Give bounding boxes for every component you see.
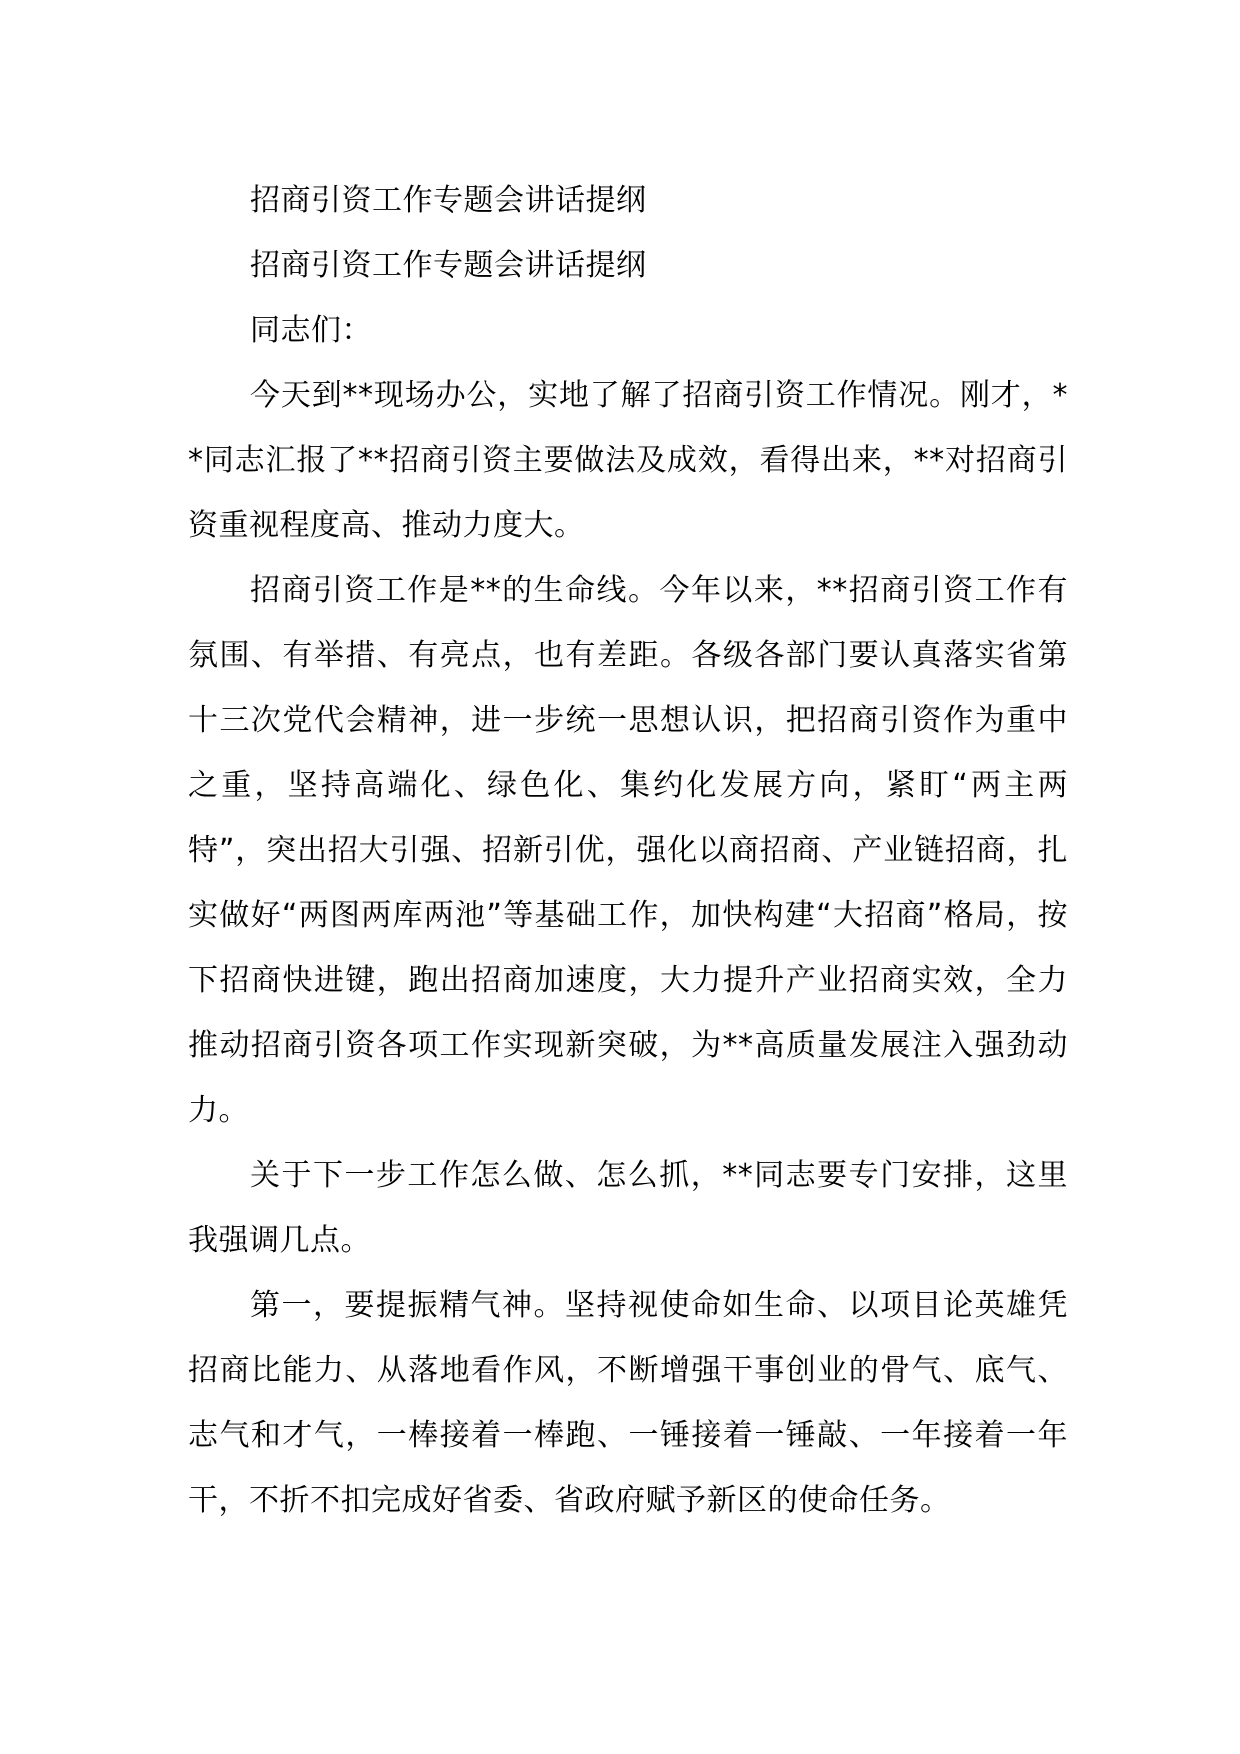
paragraph-lifeline: 招商引资工作是**的生命线。今年以来，**招商引资工作有氛围、有举措、有亮点，也有差距。各级各部门要认真落实省第十三次党代会精神，进一步统一思想认识，把招商引资作为重中之重，坚持高端化、绿色化、集约化发展方向，紧盯“两主两特”，突出招大引强、招新引优，强化以商招商、产业链招商，扎实做好“两图两库两池”等基础工作，加快构建“大招商”格局，按下招商快进键，跑出招商加速度，大力提升产业招商实效，全力推动招商引资各项工作实现新突破，为**高质量发展注入强劲动力。 bbox=[188, 573, 1068, 1128]
document-title: 招商引资工作专题会讲话提纲 bbox=[250, 183, 647, 218]
document-subtitle: 招商引资工作专题会讲话提纲 bbox=[250, 248, 647, 283]
document-body bbox=[188, 168, 1068, 1533]
paragraph-first-point: 第一，要提振精气神。坚持视使命如生命、以项目论英雄凭招商比能力、从落地看作风，不断增强干事创业的骨气、底气、志气和才气，一棒接着一棒跑、一锤接着一锤敲、一年接着一年干，不折不扣完成好省委、省政府赋予新区的使命任务。 bbox=[188, 1288, 1068, 1518]
paragraph-intro: 今天到**现场办公，实地了解了招商引资工作情况。刚才，**同志汇报了**招商引资主要做法及成效，看得出来，**对招商引资重视程度高、推动力度大。 bbox=[188, 378, 1068, 543]
salutation: 同志们： bbox=[250, 313, 372, 348]
paragraph-next-steps: 关于下一步工作怎么做、怎么抓，**同志要专门安排，这里我强调几点。 bbox=[188, 1158, 1068, 1258]
